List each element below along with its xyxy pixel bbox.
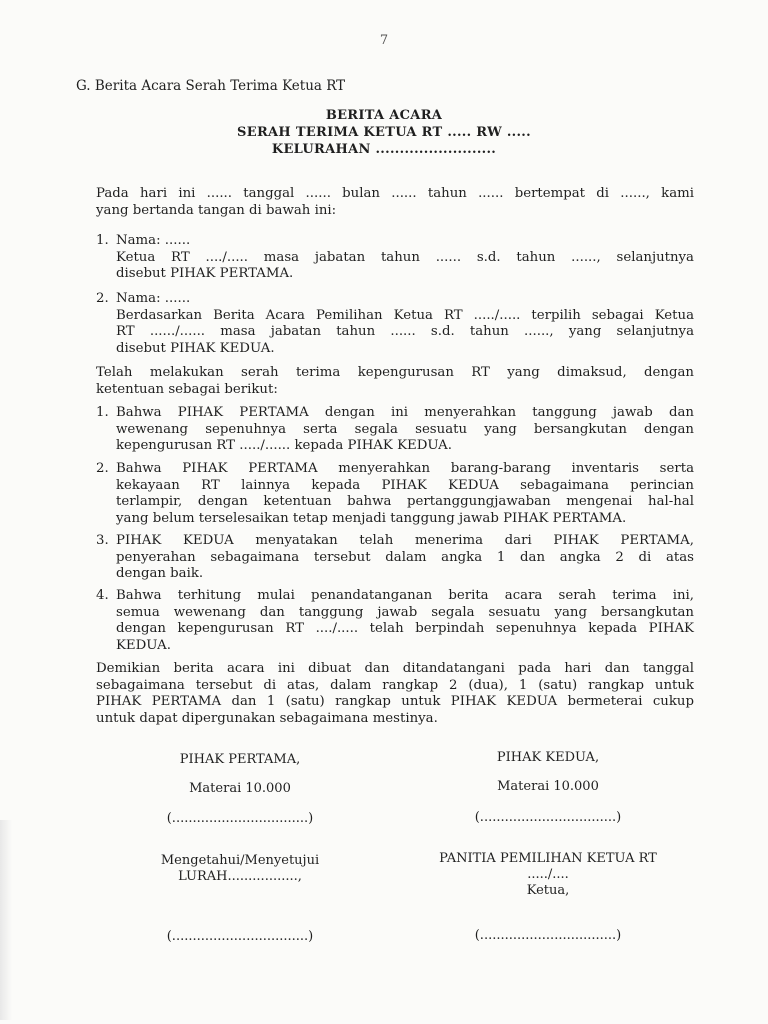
closing-line: untuk dapat dipergunakan sebagaimana mestinya. — [96, 710, 438, 726]
term-line: penyerahan sebagaimana tersebut dalam angka 1 dan angka 2 di atas — [116, 549, 694, 565]
committee-line-2: ...../.... — [527, 867, 569, 882]
handover-line: Telah melakukan serah terima kepengurusan RT yang dimaksud, dengan — [96, 365, 694, 380]
scan-edge-shadow — [0, 820, 12, 1020]
term-line: dengan kepengurusan RT ..../..... telah berpindah sepenuhnya kepada PIHAK — [116, 621, 694, 636]
term-line: dengan baik. — [116, 566, 204, 581]
handover-line: ketentuan sebagai berikut: — [96, 381, 278, 397]
closing-line: PIHAK PERTAMA dan 1 (satu) rangkap untuk PIHAK KEDUA bermeterai cukup — [96, 694, 694, 709]
committee-line-3: Ketua, — [526, 883, 570, 898]
approver-line-1: Mengetahui/Menyetujui — [160, 853, 320, 868]
term-line: yang belum terselesaikan tetap menjadi tanggung jawab PIHAK PERTAMA. — [116, 510, 627, 526]
party-line: disebut PIHAK PERTAMA. — [116, 266, 294, 281]
intro-line: yang bertanda tangan di bawah ini: — [96, 202, 337, 218]
term-line: PIHAK KEDUA menyatakan telah menerima dari PIHAK PERTAMA, — [116, 533, 694, 548]
second-party-stamp: Materai 10.000 — [497, 779, 599, 794]
committee-name-line: (.................................) — [474, 928, 622, 943]
second-party-name-line: (.................................) — [474, 810, 622, 825]
closing-paragraph — [96, 661, 694, 727]
term-line: KEDUA. — [116, 637, 171, 653]
term-line: kekayaan RT lainnya kepada PIHAK KEDUA sebagaimana perincian — [116, 477, 694, 493]
approver-name-line: (.................................) — [166, 929, 314, 944]
title-line-2: SERAH TERIMA KETUA RT ..... RW ..... — [237, 125, 531, 140]
intro-line: Pada hari ini ...... tanggal ...... bulan ...... tahun ...... bertempat di ......, kami — [96, 186, 694, 201]
approver-line-2: LURAH................., — [178, 869, 302, 884]
term-line: wewenang sepenuhnya serta segala sesuatu yang bersangkutan dengan — [116, 421, 694, 437]
term-line: Bahwa PIHAK PERTAMA menyerahkan barang-barang inventaris serta — [116, 461, 694, 476]
first-party-label: PIHAK PERTAMA, — [179, 752, 301, 767]
party-line: Nama: ...... — [116, 233, 191, 248]
term-number: 1. — [96, 405, 109, 420]
closing-line: Demikian berita acara ini dibuat dan ditandatangani pada hari dan tanggal — [96, 661, 694, 676]
handover-intro — [96, 365, 694, 398]
term-number: 3. — [96, 533, 109, 548]
party-number: 1. — [96, 233, 109, 248]
party-number: 2. — [96, 291, 109, 306]
first-party-name-line: (.................................) — [166, 811, 314, 826]
title-line-3: KELURAHAN ......................... — [271, 142, 497, 157]
intro-paragraph — [96, 186, 694, 219]
party-line: Nama: ...... — [116, 291, 191, 306]
section-heading: G. Berita Acara Serah Terima Ketua RT — [76, 78, 346, 94]
party-line: RT ....../...... masa jabatan tahun ...... s.d. tahun ......, yang selanjutnya — [116, 324, 694, 339]
term-line: semua wewenang dan tanggung jawab segala sesuatu yang bersangkutan — [116, 604, 694, 620]
term-line: Bahwa PIHAK PERTAMA dengan ini menyerahkan tanggung jawab dan — [116, 405, 694, 420]
closing-line: sebagaimana tersebut di atas, dalam rangkap 2 (dua), 1 (satu) rangkap untuk — [96, 677, 694, 693]
first-party-stamp: Materai 10.000 — [189, 781, 291, 796]
title-line-1: BERITA ACARA — [325, 108, 443, 123]
party-line: disebut PIHAK KEDUA. — [116, 340, 275, 356]
term-number: 4. — [96, 588, 109, 603]
page-number: 7 — [379, 33, 389, 48]
party-line: Ketua RT ..../..... masa jabatan tahun ...... s.d. tahun ......, selanjutnya — [116, 249, 694, 265]
term-line: kepengurusan RT ...../...... kepada PIHAK KEDUA. — [116, 438, 452, 453]
second-party-label: PIHAK KEDUA, — [496, 750, 600, 765]
term-number: 2. — [96, 461, 109, 476]
term-line: terlampir, dengan ketentuan bahwa pertanggungjawaban mengenai hal-hal — [116, 494, 694, 509]
party-line: Berdasarkan Berita Acara Pemilihan Ketua RT ...../..... terpilih sebagai Ketua — [116, 307, 694, 323]
committee-line-1: PANITIA PEMILIHAN KETUA RT — [439, 851, 657, 866]
term-line: Bahwa terhitung mulai penandatanganan berita acara serah terima ini, — [116, 588, 694, 603]
